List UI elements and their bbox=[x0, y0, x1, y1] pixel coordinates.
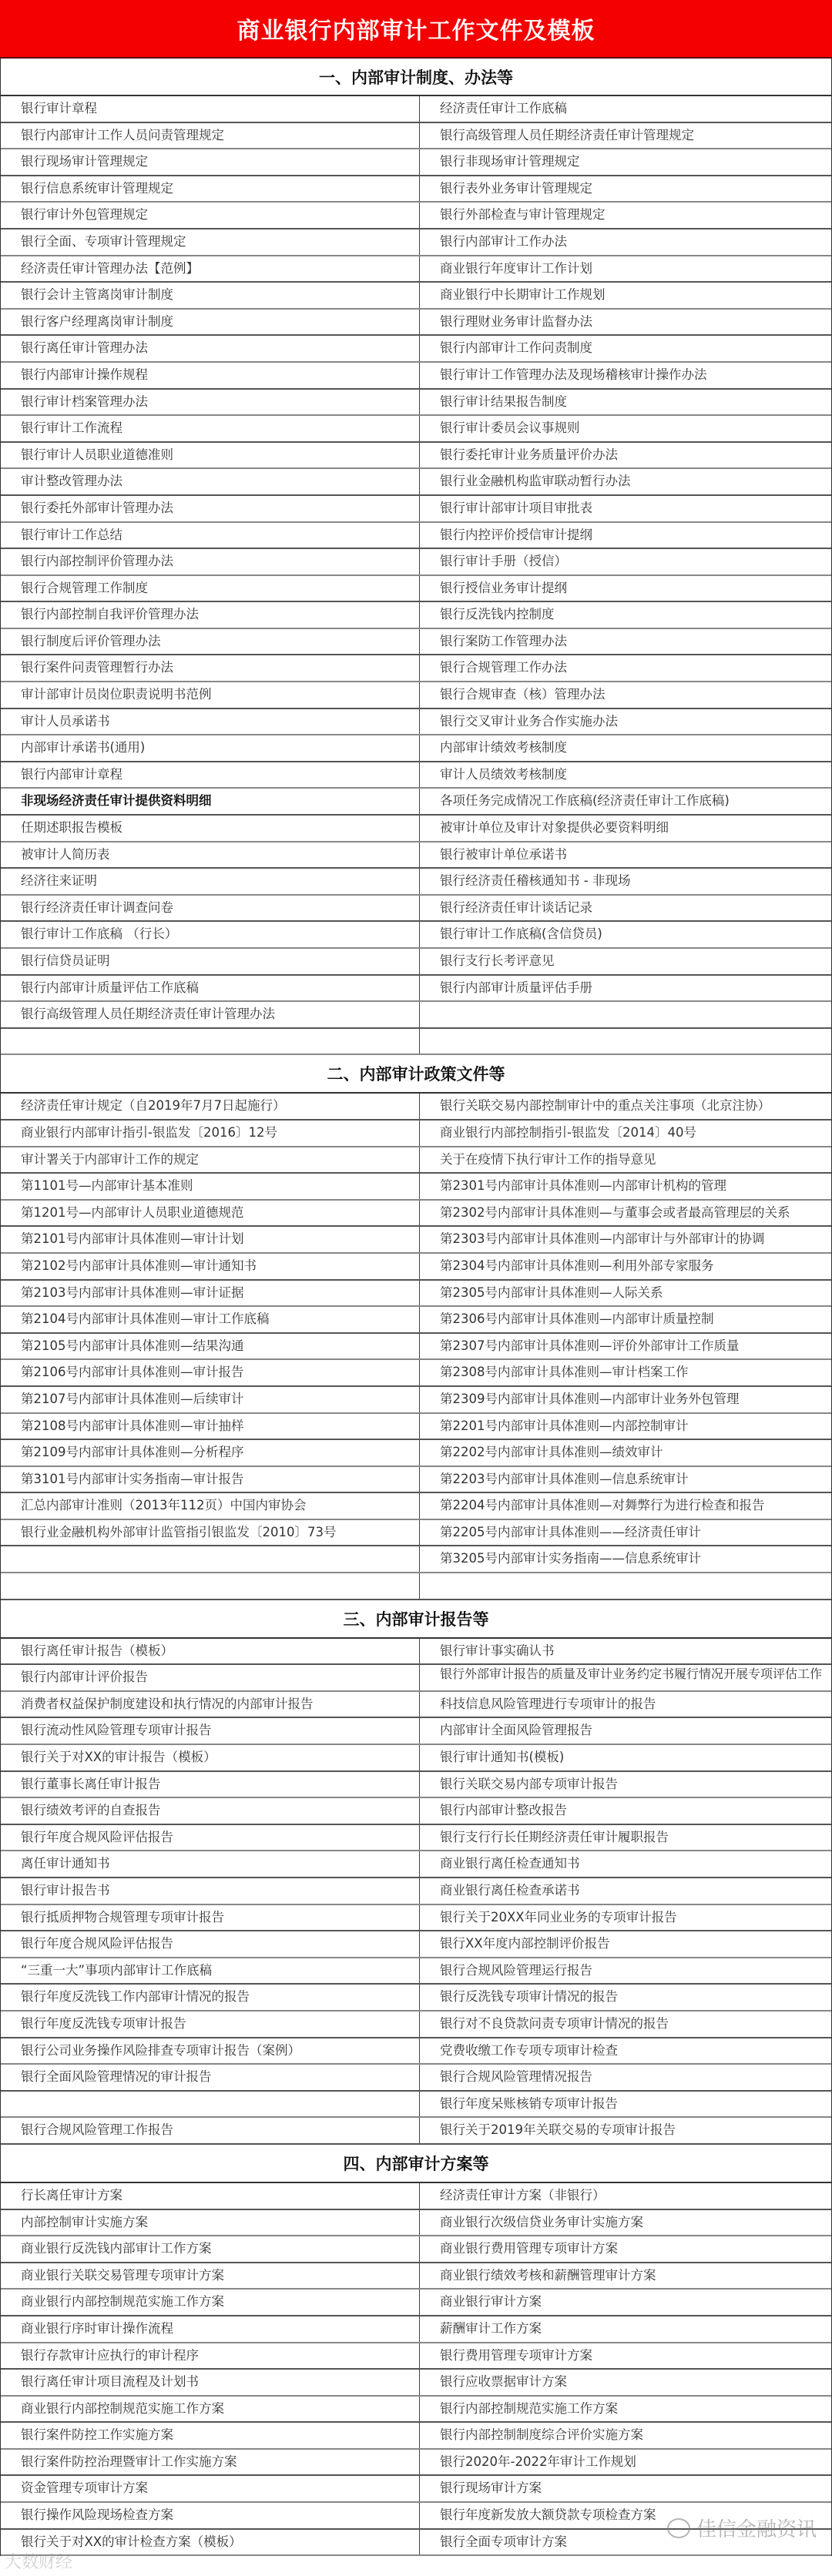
file-item[interactable]: 银行信息系统审计管理规定 bbox=[1, 176, 420, 202]
table-row bbox=[1, 1718, 831, 1745]
file-item[interactable]: 银行审计结果报告制度 bbox=[440, 394, 567, 409]
table-row bbox=[1, 922, 831, 949]
section-heading: 四、内部审计方案等 bbox=[1, 2145, 831, 2183]
table-row bbox=[1, 789, 831, 816]
file-item[interactable]: 商业银行关联交易管理专项审计方案 bbox=[1, 2263, 420, 2289]
table-row bbox=[1, 1851, 831, 1878]
file-item[interactable]: 银行年度新发放大额贷款专项检查方案 bbox=[440, 2507, 656, 2523]
empty-cell bbox=[1, 1546, 420, 1572]
file-item[interactable]: 商业银行费用管理专项审计方案 bbox=[440, 2241, 618, 2256]
file-item[interactable]: 审计署关于内部审计工作的规定 bbox=[1, 1147, 420, 1173]
file-item[interactable]: 银行内部审计整改报告 bbox=[440, 1803, 567, 1818]
table-row bbox=[1, 1094, 831, 1121]
file-item[interactable]: 银行内部控制自我评价管理办法 bbox=[1, 602, 420, 628]
file-item[interactable]: 银行年度合规风险评估报告 bbox=[1, 1931, 420, 1957]
file-item[interactable]: 汇总内部审计准则（2013年112页）中国内审协会 bbox=[1, 1493, 420, 1519]
table-row bbox=[1, 1905, 831, 1932]
section-heading: 二、内部审计政策文件等 bbox=[1, 1055, 831, 1094]
file-item[interactable]: 银行关于20XX年同业业务的专项审计报告 bbox=[440, 1909, 677, 1924]
file-item[interactable]: 商业银行离任检查通知书 bbox=[440, 1856, 580, 1871]
table-row bbox=[1, 1174, 831, 1201]
table-row bbox=[1, 735, 831, 762]
file-item[interactable]: 经济责任审计管理办法【范例】 bbox=[1, 256, 420, 282]
section-3 bbox=[1, 1600, 831, 2145]
file-item[interactable]: 第2205号内部审计具体准则——经济责任审计 bbox=[440, 1524, 701, 1539]
table-row bbox=[1, 1573, 831, 1600]
file-item[interactable]: 银行审计委员会议事规则 bbox=[440, 420, 580, 436]
table-row bbox=[1, 2450, 831, 2477]
section-1 bbox=[1, 59, 831, 1055]
file-item[interactable]: 银行合规风险管理工作报告 bbox=[1, 2118, 420, 2143]
file-item[interactable]: 银行董事长离任审计报告 bbox=[1, 1772, 420, 1797]
table-row bbox=[1, 1493, 831, 1520]
file-item[interactable]: 银行审计事实确认书 bbox=[440, 1643, 555, 1658]
file-item[interactable]: 银行内部控制评价管理办法 bbox=[1, 549, 420, 574]
file-item[interactable]: 银行内部审计质量评估工作底稿 bbox=[1, 976, 420, 1001]
table-row bbox=[1, 2183, 831, 2210]
table-row bbox=[1, 283, 831, 310]
file-item[interactable]: 银行XX年度内部控制评价报告 bbox=[440, 1936, 610, 1951]
file-item[interactable]: 银行现场审计方案 bbox=[440, 2481, 542, 2496]
table-row bbox=[1, 1772, 831, 1799]
file-item[interactable]: 银行非现场审计管理规定 bbox=[440, 154, 580, 169]
table-row bbox=[1, 2316, 831, 2343]
file-item[interactable]: 银行审计工作总结 bbox=[1, 523, 420, 548]
file-item[interactable]: 银行内部审计操作规程 bbox=[1, 363, 420, 388]
file-item[interactable]: 党费收缴工作专项专项审计检查 bbox=[440, 2042, 618, 2058]
file-item[interactable]: 审计整改管理办法 bbox=[1, 469, 420, 494]
file-item[interactable]: 银行应收票据审计方案 bbox=[440, 2374, 567, 2390]
file-item[interactable]: 商业银行年度审计工作计划 bbox=[440, 260, 592, 276]
empty-cell bbox=[420, 1002, 831, 1027]
file-item[interactable]: 科技信息风险管理进行专项审计的报告 bbox=[440, 1696, 656, 1711]
file-item[interactable]: “三重一大”事项内部审计工作底稿 bbox=[1, 1958, 420, 1984]
file-item[interactable]: 银行内部审计工作人员问责管理规定 bbox=[1, 123, 420, 149]
file-item[interactable]: 银行全面专项审计方案 bbox=[440, 2534, 567, 2549]
file-item[interactable]: 银行审计章程 bbox=[1, 96, 420, 122]
file-item[interactable]: 银行委托外部审计管理办法 bbox=[1, 496, 420, 521]
file-item[interactable]: 经济责任审计方案（非银行） bbox=[440, 2187, 606, 2202]
table-row bbox=[1, 2065, 831, 2092]
file-item[interactable]: 商业银行内部控制指引-银监发〔2014〕40号 bbox=[440, 1124, 696, 1140]
table-row bbox=[1, 2038, 831, 2065]
file-item[interactable]: 第2202号内部审计具体准则—绩效审计 bbox=[440, 1445, 663, 1460]
file-item[interactable]: 银行经济责任审计调查问卷 bbox=[1, 896, 420, 921]
file-item[interactable]: 银行反洗钱内控制度 bbox=[440, 607, 555, 622]
file-item[interactable]: 商业银行次级信贷业务审计实施方案 bbox=[440, 2214, 643, 2229]
file-item[interactable]: 银行支行长考评意见 bbox=[440, 953, 555, 968]
file-item[interactable]: 第2304号内部审计具体准则—利用外部专家服务 bbox=[440, 1258, 714, 1273]
table-row bbox=[1, 1387, 831, 1414]
table-row bbox=[1, 869, 831, 896]
section-2 bbox=[1, 1055, 831, 1600]
file-item[interactable]: 银行存款审计应执行的审计程序 bbox=[1, 2343, 420, 2369]
file-item[interactable]: 银行全面风险管理情况的审计报告 bbox=[1, 2065, 420, 2090]
watermark-text: 佳信金融资讯 bbox=[696, 2518, 817, 2541]
table-row bbox=[1, 576, 831, 603]
file-item[interactable]: 银行内部审计质量评估手册 bbox=[440, 980, 592, 995]
file-item[interactable]: 银行审计工作底稿 （行长） bbox=[1, 922, 420, 947]
file-item[interactable]: 商业银行中长期审计工作规划 bbox=[440, 287, 606, 303]
file-item[interactable]: 商业银行内部控制规范实施工作方案 bbox=[1, 2397, 420, 2422]
table-row bbox=[1, 2012, 831, 2038]
file-item[interactable]: 第1201号—内部审计人员职业道德规范 bbox=[1, 1201, 420, 1226]
file-item[interactable]: 行长离任审计方案 bbox=[1, 2183, 420, 2209]
table-row bbox=[1, 523, 831, 550]
table-row bbox=[1, 203, 831, 229]
file-item[interactable]: 银行案件问责管理暂行办法 bbox=[1, 655, 420, 681]
file-item[interactable]: 银行审计档案管理办法 bbox=[1, 390, 420, 415]
table-row bbox=[1, 2210, 831, 2237]
table-row bbox=[1, 1147, 831, 1174]
table-row bbox=[1, 549, 831, 576]
file-item[interactable]: 经济责任审计工作底稿 bbox=[440, 101, 567, 116]
table-row bbox=[1, 602, 831, 629]
table-row bbox=[1, 2530, 831, 2557]
file-item[interactable]: 银行关于2019年关联交易的专项审计报告 bbox=[440, 2122, 676, 2138]
table-row bbox=[1, 1825, 831, 1852]
table-row bbox=[1, 2236, 831, 2263]
file-item[interactable]: 银行案件防控治理暨审计工作实施方案 bbox=[1, 2450, 420, 2475]
file-item[interactable]: 银行客户经理离岗审计制度 bbox=[1, 310, 420, 335]
file-item[interactable]: 银行内部控制制度综合评价实施方案 bbox=[440, 2427, 643, 2443]
table-row bbox=[1, 149, 831, 176]
watermark-dashu: 大数财经 bbox=[5, 2553, 73, 2572]
table-row bbox=[1, 976, 831, 1003]
table-row bbox=[1, 229, 831, 256]
table-row bbox=[1, 2370, 831, 2397]
empty-cell bbox=[420, 1029, 831, 1054]
file-item[interactable]: 内部审计全面风险管理报告 bbox=[440, 1723, 592, 1738]
file-item[interactable]: 银行离任审计报告（模板） bbox=[1, 1639, 420, 1664]
file-item[interactable]: 银行费用管理专项审计方案 bbox=[440, 2347, 592, 2363]
table-row bbox=[1, 629, 831, 656]
table-row bbox=[1, 176, 831, 203]
file-item[interactable]: 银行内部审计章程 bbox=[1, 762, 420, 788]
table-row bbox=[1, 1254, 831, 1281]
file-item[interactable]: 银行交叉审计业务合作实施办法 bbox=[440, 713, 618, 729]
file-item[interactable]: 银行审计部审计项目审批表 bbox=[440, 500, 592, 515]
file-item[interactable]: 银行会计主管离岗审计制度 bbox=[1, 283, 420, 308]
file-item[interactable]: 银行内控评价授信审计提纲 bbox=[440, 527, 592, 542]
table-row bbox=[1, 2263, 831, 2290]
table-row bbox=[1, 896, 831, 923]
file-table bbox=[0, 59, 832, 2556]
table-row bbox=[1, 496, 831, 523]
file-item[interactable]: 非现场经济责任审计提供资料明细 bbox=[1, 789, 420, 814]
table-row bbox=[1, 2503, 831, 2530]
file-item[interactable]: 第2303号内部审计具体准则—内部审计与外部审计的协调 bbox=[440, 1231, 765, 1247]
empty-cell bbox=[1, 1573, 420, 1599]
file-item[interactable]: 银行年度反洗钱工作内部审计情况的报告 bbox=[1, 1985, 420, 2010]
file-item[interactable]: 银行委托审计业务质量评价办法 bbox=[440, 447, 618, 462]
table-row bbox=[1, 1520, 831, 1547]
table-row bbox=[1, 469, 831, 496]
file-item[interactable]: 第2107号内部审计具体准则—后续审计 bbox=[1, 1387, 420, 1412]
file-item[interactable]: 第2109号内部审计具体准则—分析程序 bbox=[1, 1440, 420, 1466]
file-item[interactable]: 银行内部审计工作办法 bbox=[440, 233, 567, 249]
section-heading: 一、内部审计制度、办法等 bbox=[1, 59, 831, 96]
table-row bbox=[1, 1002, 831, 1029]
file-item[interactable]: 银行审计外包管理规定 bbox=[1, 203, 420, 228]
file-item[interactable]: 银行经济责任稽核通知书 - 非现场 bbox=[440, 873, 631, 889]
file-item[interactable]: 关于在疫情下执行审计工作的指导意见 bbox=[440, 1151, 656, 1167]
file-item[interactable]: 商业银行反洗钱内部审计工作方案 bbox=[1, 2236, 420, 2262]
file-item[interactable]: 内部审计承诺书(通用) bbox=[1, 735, 420, 761]
file-item[interactable]: 第2302号内部审计具体准则—与董事会或者最高管理层的关系 bbox=[440, 1204, 790, 1220]
table-row bbox=[1, 1360, 831, 1387]
file-item[interactable]: 银行年度合规风险评估报告 bbox=[1, 1825, 420, 1851]
file-item[interactable]: 银行离任审计管理办法 bbox=[1, 336, 420, 361]
table-row bbox=[1, 1334, 831, 1361]
table-row bbox=[1, 310, 831, 337]
file-item[interactable]: 第2103号内部审计具体准则—审计证据 bbox=[1, 1281, 420, 1306]
table-row bbox=[1, 682, 831, 709]
file-item[interactable]: 第2301号内部审计具体准则—内部审计机构的管理 bbox=[440, 1178, 726, 1194]
file-item[interactable]: 第2306号内部审计具体准则—内部审计质量控制 bbox=[440, 1311, 714, 1327]
file-item[interactable]: 经济往来证明 bbox=[1, 869, 420, 894]
table-row bbox=[1, 1414, 831, 1441]
file-item[interactable]: 被审计单位及审计对象提供必要资料明细 bbox=[440, 820, 669, 836]
file-item[interactable]: 银行反洗钱专项审计情况的报告 bbox=[440, 1989, 618, 2005]
file-item[interactable]: 银行离任审计项目流程及计划书 bbox=[1, 2370, 420, 2395]
file-item[interactable]: 第2305号内部审计具体准则—人际关系 bbox=[440, 1285, 663, 1300]
file-item[interactable]: 银行理财业务审计监督办法 bbox=[440, 313, 592, 329]
file-item[interactable]: 商业银行序时审计操作流程 bbox=[1, 2316, 420, 2342]
file-item[interactable]: 银行经济责任审计谈话记录 bbox=[440, 899, 592, 915]
file-item[interactable]: 银行全面、专项审计管理规定 bbox=[1, 229, 420, 255]
empty-cell bbox=[1, 1029, 420, 1054]
file-item[interactable]: 第2101号内部审计具体准则—审计计划 bbox=[1, 1227, 420, 1252]
table-row bbox=[1, 1307, 831, 1334]
file-item[interactable]: 银行关联交易内部控制审计中的重点关注事项（北京注协） bbox=[440, 1098, 770, 1114]
table-row bbox=[1, 1931, 831, 1958]
file-item[interactable]: 薪酬审计工作方案 bbox=[440, 2320, 542, 2336]
file-item[interactable]: 第2102号内部审计具体准则—审计通知书 bbox=[1, 1254, 420, 1279]
file-item[interactable]: 第2308号内部审计具体准则—审计档案工作 bbox=[440, 1365, 689, 1380]
table-row bbox=[1, 2423, 831, 2450]
file-item[interactable]: 银行关联交易内部专项审计报告 bbox=[440, 1776, 618, 1791]
table-row bbox=[1, 816, 831, 842]
file-item[interactable]: 商业银行离任检查承诺书 bbox=[440, 1883, 580, 1898]
file-item[interactable]: 银行内部控制规范实施工作方案 bbox=[440, 2400, 618, 2416]
file-item[interactable]: 银行2020年-2022年审计工作规划 bbox=[440, 2454, 636, 2469]
document-banner bbox=[0, 0, 832, 59]
table-row bbox=[1, 709, 831, 736]
file-item[interactable]: 内部审计绩效考核制度 bbox=[440, 740, 567, 755]
table-row bbox=[1, 1665, 831, 1692]
file-item[interactable]: 第3101号内部审计实务指南—审计报告 bbox=[1, 1467, 420, 1492]
file-item[interactable]: 银行抵质押物合规管理专项审计报告 bbox=[1, 1905, 420, 1931]
file-item[interactable]: 银行关于对XX的审计报告（模板） bbox=[1, 1745, 420, 1770]
file-item[interactable]: 第2105号内部审计具体准则—结果沟通 bbox=[1, 1334, 420, 1359]
file-item[interactable]: 审计人员绩效考核制度 bbox=[440, 766, 567, 782]
file-item[interactable]: 审计人员承诺书 bbox=[1, 709, 420, 735]
file-item[interactable]: 银行审计手册（授信） bbox=[440, 554, 567, 569]
table-row bbox=[1, 1440, 831, 1467]
file-item[interactable]: 银行年度呆账核销专项审计报告 bbox=[440, 2095, 618, 2111]
file-item[interactable]: 被审计人简历表 bbox=[1, 842, 420, 868]
file-item[interactable]: 银行支行行长任期经济责任审计履职报告 bbox=[440, 1829, 669, 1844]
table-row bbox=[1, 336, 831, 363]
file-item[interactable]: 第3205号内部审计实务指南——信息系统审计 bbox=[440, 1551, 701, 1566]
document-title: 商业银行内部审计工作文件及模板 bbox=[237, 18, 595, 45]
file-item[interactable]: 第2203号内部审计具体准则—信息系统审计 bbox=[440, 1471, 689, 1486]
file-item[interactable]: 银行业金融机构外部审计监管指引银监发〔2010〕73号 bbox=[1, 1520, 420, 1546]
section-4 bbox=[1, 2145, 831, 2556]
file-item[interactable]: 银行合规风险管理运行报告 bbox=[440, 1962, 592, 1978]
file-item[interactable]: 离任审计通知书 bbox=[1, 1851, 420, 1877]
file-item[interactable]: 第2108号内部审计具体准则—审计抽样 bbox=[1, 1414, 420, 1439]
file-item[interactable]: 银行合规管理工作办法 bbox=[440, 660, 567, 675]
file-item[interactable]: 银行授信业务审计提纲 bbox=[440, 580, 567, 595]
table-row bbox=[1, 443, 831, 470]
file-item[interactable]: 第2309号内部审计具体准则—内部审计业务外包管理 bbox=[440, 1391, 740, 1406]
file-item[interactable]: 商业银行审计方案 bbox=[440, 2294, 542, 2310]
table-row bbox=[1, 1985, 831, 2012]
file-item[interactable]: 银行案件防控工作实施方案 bbox=[1, 2423, 420, 2448]
file-item[interactable]: 任期述职报告模板 bbox=[1, 816, 420, 841]
table-row bbox=[1, 1281, 831, 1308]
file-item[interactable]: 第2201号内部审计具体准则—内部控制审计 bbox=[440, 1418, 689, 1433]
file-item[interactable]: 资金管理专项审计方案 bbox=[1, 2476, 420, 2501]
file-item[interactable]: 银行审计通知书(模板) bbox=[440, 1750, 565, 1765]
table-row bbox=[1, 1029, 831, 1056]
file-item[interactable]: 第2204号内部审计具体准则—对舞弊行为进行检查和报告 bbox=[440, 1498, 765, 1513]
file-item[interactable]: 银行表外业务审计管理规定 bbox=[440, 180, 592, 196]
table-row bbox=[1, 1798, 831, 1825]
file-item[interactable]: 内部控制审计实施方案 bbox=[1, 2210, 420, 2236]
file-item[interactable]: 银行被审计单位承诺书 bbox=[440, 846, 567, 862]
file-item[interactable]: 商业银行绩效考核和薪酬管理审计方案 bbox=[440, 2267, 656, 2283]
file-item[interactable]: 商业银行内部审计指引-银监发〔2016〕12号 bbox=[1, 1121, 420, 1146]
file-item[interactable]: 银行制度后评价管理办法 bbox=[1, 629, 420, 655]
table-row bbox=[1, 842, 831, 869]
table-row bbox=[1, 1546, 831, 1573]
file-item[interactable]: 银行流动性风险管理专项审计报告 bbox=[1, 1718, 420, 1744]
table-row bbox=[1, 2290, 831, 2316]
file-item[interactable]: 银行信贷员证明 bbox=[1, 949, 420, 974]
file-item[interactable]: 商业银行内部控制规范实施工作方案 bbox=[1, 2290, 420, 2315]
table-row bbox=[1, 2118, 831, 2145]
table-row bbox=[1, 2476, 831, 2503]
file-item[interactable]: 银行年度反洗钱专项审计报告 bbox=[1, 2012, 420, 2037]
table-row bbox=[1, 2092, 831, 2119]
section-heading: 三、内部审计报告等 bbox=[1, 1600, 831, 1639]
file-item[interactable]: 银行审计工作底稿(含信贷员) bbox=[440, 926, 602, 942]
empty-cell bbox=[1, 2092, 420, 2117]
table-row bbox=[1, 123, 831, 150]
file-item[interactable]: 第2104号内部审计具体准则—审计工作底稿 bbox=[1, 1307, 420, 1332]
table-row bbox=[1, 655, 831, 682]
file-item[interactable]: 银行业金融机构监审联动暂行办法 bbox=[440, 474, 631, 489]
file-item[interactable]: 银行审计人员职业道德准则 bbox=[1, 443, 420, 468]
file-item[interactable]: 银行合规风险管理情况报告 bbox=[440, 2069, 592, 2085]
table-row bbox=[1, 256, 831, 283]
file-item[interactable]: 银行高级管理人员任期经济责任审计管理规定 bbox=[440, 127, 694, 142]
file-item[interactable]: 银行现场审计管理规定 bbox=[1, 149, 420, 175]
file-item[interactable]: 银行审计工作流程 bbox=[1, 416, 420, 441]
table-row bbox=[1, 1958, 831, 1985]
file-item[interactable]: 银行公司业务操作风险排查专项审计报告（案例） bbox=[1, 2038, 420, 2064]
file-item[interactable]: 第1101号—内部审计基本准则 bbox=[1, 1174, 420, 1199]
empty-cell bbox=[420, 1573, 831, 1599]
table-row bbox=[1, 1227, 831, 1254]
table-row bbox=[1, 1745, 831, 1772]
file-item[interactable]: 第2106号内部审计具体准则—审计报告 bbox=[1, 1360, 420, 1385]
file-item[interactable]: 第2307号内部审计具体准则—评价外部审计工作质量 bbox=[440, 1338, 740, 1353]
table-row bbox=[1, 1201, 831, 1228]
file-item[interactable]: 银行对不良贷款问责专项审计情况的报告 bbox=[440, 2015, 669, 2031]
file-item[interactable]: 银行审计工作管理办法及现场稽核审计操作办法 bbox=[440, 367, 707, 382]
table-row bbox=[1, 1878, 831, 1905]
file-item[interactable]: 银行高级管理人员任期经济责任审计管理办法 bbox=[1, 1002, 420, 1027]
table-row bbox=[1, 390, 831, 417]
table-row bbox=[1, 762, 831, 789]
file-item[interactable]: 银行外部审计报告的质量及审计业务约定书履行情况开展专项评估工作 bbox=[440, 1667, 823, 1682]
file-item[interactable]: 消费者权益保护制度建设和执行情况的内部审计报告 bbox=[1, 1692, 420, 1717]
table-row bbox=[1, 949, 831, 976]
file-item[interactable]: 经济责任审计规定（自2019年7月7日起施行） bbox=[1, 1094, 420, 1119]
table-row bbox=[1, 1692, 831, 1719]
table-row bbox=[1, 416, 831, 443]
file-item[interactable]: 银行内部审计评价报告 bbox=[1, 1665, 420, 1690]
file-item[interactable]: 银行关于对XX的审计检查方案（模板） bbox=[1, 2530, 420, 2555]
table-row bbox=[1, 2397, 831, 2424]
file-item[interactable]: 银行外部检查与审计管理规定 bbox=[440, 207, 606, 223]
file-item[interactable]: 审计部审计员岗位职责说明书范例 bbox=[1, 682, 420, 708]
table-row bbox=[1, 1467, 831, 1494]
file-item[interactable]: 银行操作风险现场检查方案 bbox=[1, 2503, 420, 2528]
table-row bbox=[1, 1639, 831, 1666]
file-item[interactable]: 银行合规审查（核）管理办法 bbox=[440, 687, 606, 702]
table-row bbox=[1, 363, 831, 390]
file-item[interactable]: 银行案防工作管理办法 bbox=[440, 633, 567, 648]
file-item[interactable]: 银行审计报告书 bbox=[1, 1878, 420, 1904]
file-item[interactable]: 银行绩效考评的自查报告 bbox=[1, 1798, 420, 1824]
file-item[interactable]: 各项任务完成情况工作底稿(经济责任审计工作底稿) bbox=[440, 793, 730, 809]
file-item[interactable]: 银行内部审计工作问责制度 bbox=[440, 340, 592, 356]
table-row bbox=[1, 96, 831, 123]
file-item[interactable]: 银行合规管理工作制度 bbox=[1, 576, 420, 601]
table-row bbox=[1, 1121, 831, 1147]
table-row bbox=[1, 2343, 831, 2370]
